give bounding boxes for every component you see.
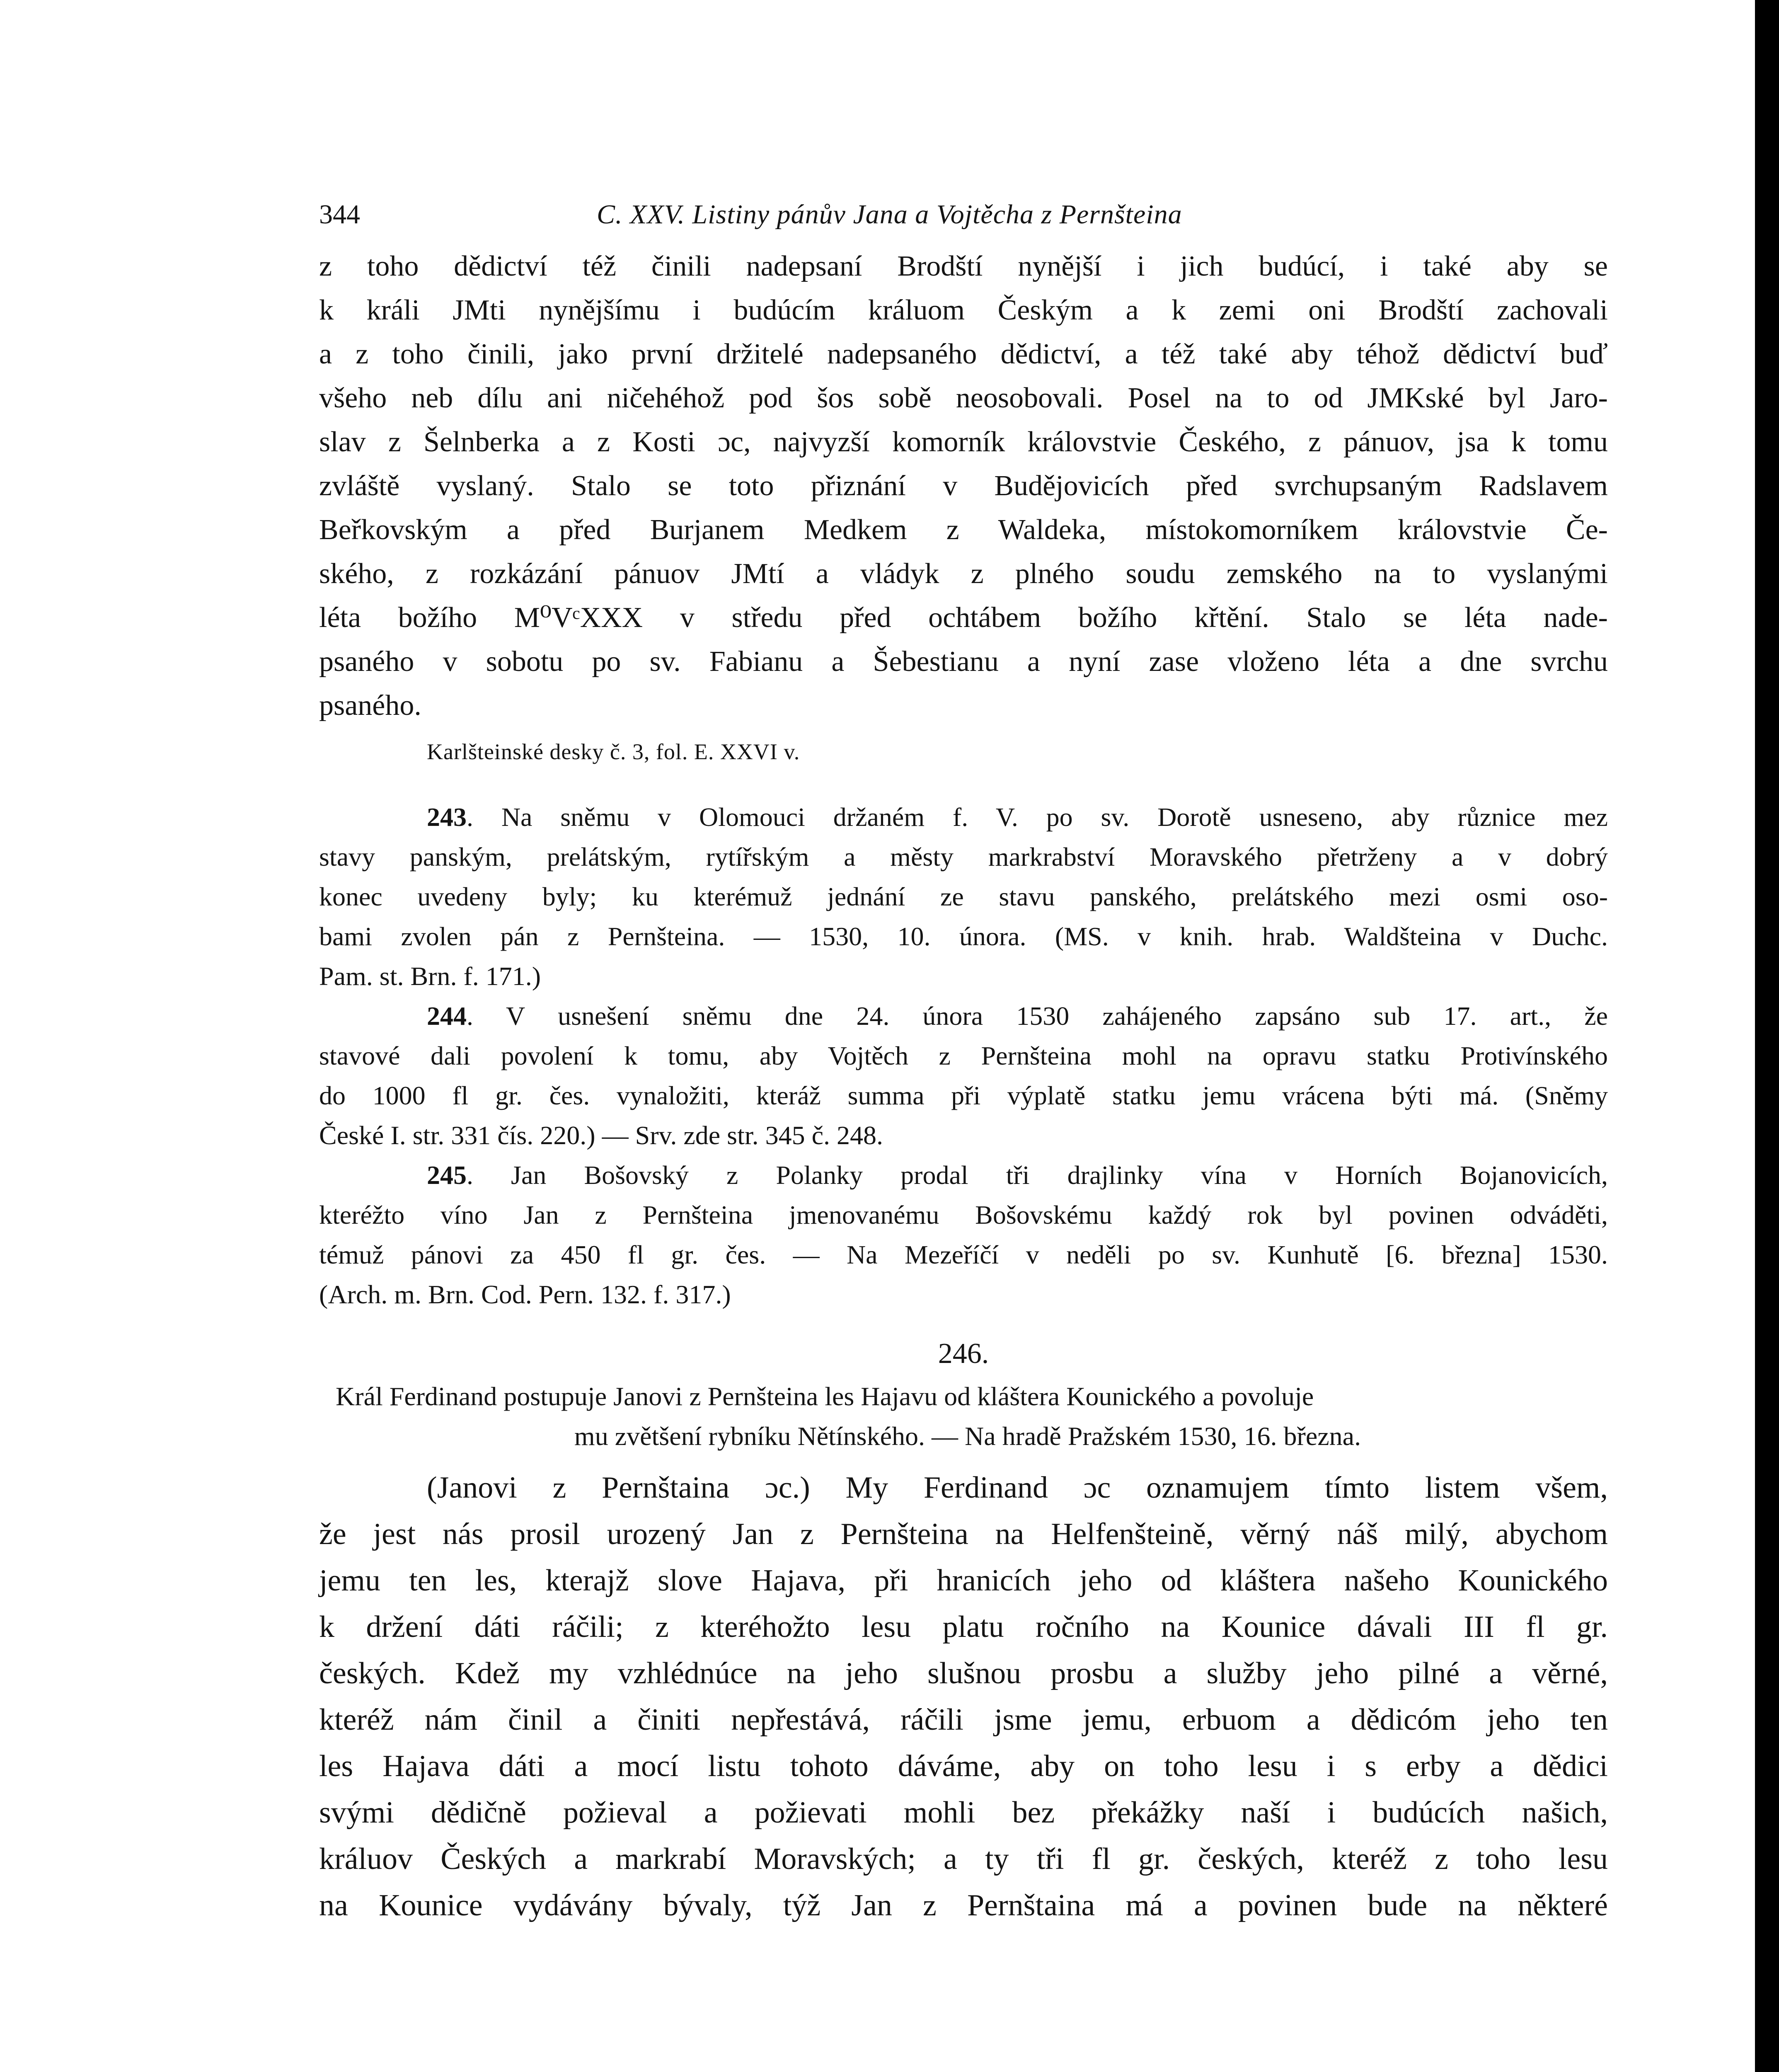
text-line: a z toho činili, jako první držitelé nadepsaného dědictví, a též také aby téhož dědictví buď <box>319 338 1608 370</box>
running-header <box>319 199 1608 244</box>
source-note: Karlšteinské desky č. 3, fol. E. XXVI v. <box>427 739 800 764</box>
text-line: . V usnešení sněmu dne 24. února 1530 zahájeného zapsáno sub 17. art., že <box>467 1001 1608 1031</box>
text-line: stavy panským, prelátským, rytířským a městy markrabství Moravského přetrženy a v dobrý <box>319 842 1608 871</box>
document-headline <box>319 1377 1608 1456</box>
entry-number: 243 <box>427 802 467 832</box>
text-line: Pam. st. Brn. f. 171.) <box>319 961 541 991</box>
text-line: ského, z rozkázání pánuov JMtí a vládyk z plného soudu zemského na to vyslanými <box>319 558 1608 590</box>
text-line: z toho dědictví též činili nadepsaní Brodští nynější i jich budúcí, i také aby se <box>319 250 1608 282</box>
scan-border-right <box>1755 0 1779 2072</box>
text-line: králuov Českých a markrabí Moravských; a ty tři fl gr. českých, kteréž z toho lesu <box>319 1842 1608 1876</box>
text-line: České I. str. 331 čís. 220.) — Srv. zde str. 345 č. 248. <box>319 1121 883 1150</box>
entry-244 <box>319 996 1608 1155</box>
text-line: les Hajava dáti a mocí listu tohoto dáváme, aby on toho lesu i s erby a dědici <box>319 1749 1608 1783</box>
text-line: k držení dáti ráčili; z kteréhožto lesu platu ročního na Kounice dávali III fl gr. <box>319 1610 1608 1644</box>
text-line: Beřkovským a před Burjanem Medkem z Waldeka, místokomorníkem královstvie Če- <box>319 514 1608 546</box>
text-line: na Kounice vydávány bývaly, týž Jan z Pernštaina má a povinen bude na některé <box>319 1888 1608 1922</box>
text-line: že jest nás prosil urozený Jan z Pernšteina na Helfenšteině, věrný náš milý, abychom <box>319 1517 1608 1551</box>
text-line: . Na sněmu v Olomouci držaném f. V. po sv. Dorotě usneseno, aby různice mez <box>467 802 1608 832</box>
document-body <box>319 1464 1608 1929</box>
text-line: českých. Kdež my vzhlédnúce na jeho slušnou prosbu a služby jeho pilné a věrné, <box>319 1656 1608 1690</box>
text-line: svými dědičně požieval a požievati mohli bez překážky naší i budúcích našich, <box>319 1796 1608 1830</box>
text-line: jemu ten les, kterajž slove Hajava, při hranicích jeho od kláštera našeho Kounického <box>319 1564 1608 1598</box>
text-line: témuž pánovi za 450 fl gr. čes. — Na Mezeříčí v neděli po sv. Kunhutě [6. března] 1530. <box>319 1240 1608 1269</box>
document-number: 246. <box>938 1338 989 1370</box>
text-line: psaného v sobotu po sv. Fabianu a Šebestianu a nyní zase vloženo léta a dne svrchu <box>319 646 1608 678</box>
text-line: kteréž nám činil a činiti nepřestává, ráčili jsme jemu, erbuom a dědicóm jeho ten <box>319 1703 1608 1737</box>
text-line: kteréžto víno Jan z Pernšteina jmenovanému Bošovskému každý rok byl povinen odváděti, <box>319 1200 1608 1230</box>
continued-paragraph <box>319 244 1608 728</box>
running-title: C. XXV. Listiny pánův Jana a Vojtěcha z Pernšteina <box>597 199 1182 230</box>
entry-number: 245 <box>427 1160 467 1190</box>
headline-line: Král Ferdinand postupuje Janovi z Pernšteina les Hajavu od kláštera Kounického a povoluje <box>336 1382 1314 1411</box>
book-page <box>319 199 1608 1929</box>
text-line: bami zvolen pán z Pernšteina. — 1530, 10. února. (MS. v knih. hrab. Waldšteina v Duchc. <box>319 922 1608 951</box>
text-line: do 1000 fl gr. čes. vynaložiti, kteráž summa při výplatě statku jemu vrácena býti má. (Sněmy <box>319 1081 1608 1110</box>
text-line: léta božího M⁰VᶜXXX v středu před ochtábem božího křtění. Stalo se léta nade- <box>319 602 1608 634</box>
entry-245 <box>319 1155 1608 1314</box>
text-line: (Janovi z Pernštaina ɔc.) My Ferdinand ɔc oznamujem tímto listem všem, <box>427 1471 1608 1505</box>
text-line: zvláště vyslaný. Stalo se toto přiznání v Budějovicích před svrchupsaným Radslavem <box>319 470 1608 502</box>
text-line: psaného. <box>319 690 421 721</box>
headline-line: mu zvětšení rybníku Nětínského. — Na hradě Pražském 1530, 16. března. <box>574 1421 1361 1451</box>
text-line: slav z Šelnberka a z Kosti ɔc, najvyzší komorník královstvie Českého, z pánuov, jsa k tomu <box>319 426 1608 458</box>
page-number: 344 <box>319 199 360 230</box>
text-line: (Arch. m. Brn. Cod. Pern. 132. f. 317.) <box>319 1280 731 1309</box>
text-line: . Jan Bošovský z Polanky prodal tři drajlinky vína v Horních Bojanovicích, <box>467 1160 1608 1190</box>
entry-number: 244 <box>427 1001 467 1031</box>
entry-243 <box>319 797 1608 996</box>
text-line: všeho neb dílu ani ničehéhož pod šos sobě neosobovali. Posel na to od JMKské byl Jaro- <box>319 382 1608 414</box>
text-line: stavové dali povolení k tomu, aby Vojtěch z Pernšteina mohl na opravu statku Protivínského <box>319 1041 1608 1070</box>
text-line: k králi JMti nynějšímu i budúcím králuom Českým a k zemi oni Brodští zachovali <box>319 294 1608 326</box>
text-line: konec uvedeny byly; ku kterémuž jednání ze stavu panského, prelátského mezi osmi oso- <box>319 882 1608 911</box>
